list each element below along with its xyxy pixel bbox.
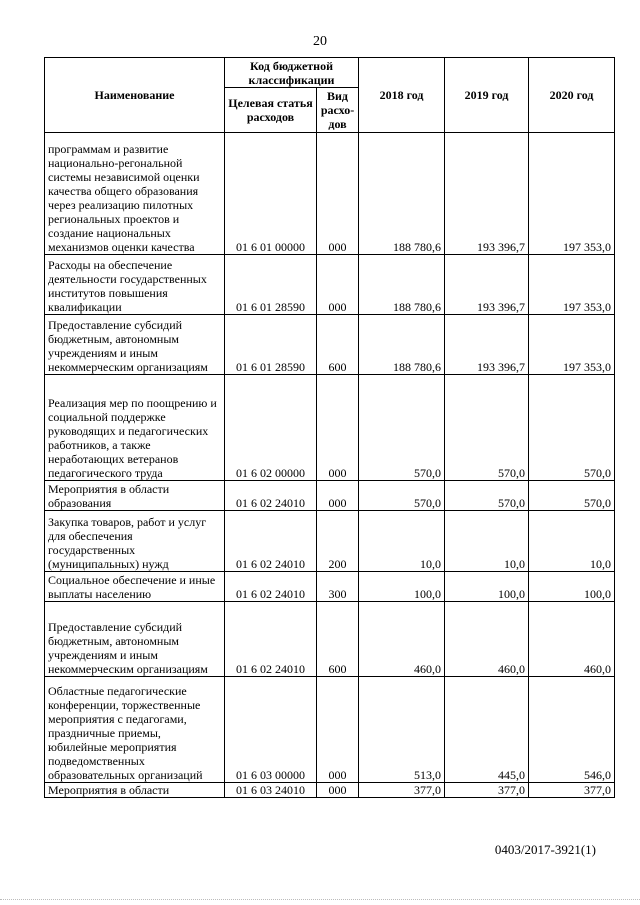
row-name: Реализация мер по поощрению и социальной поддержке руководящих и педагогических работников, а также неработающих ветеранов педагогического труда	[45, 375, 225, 481]
row-value-2018: 188 780,6	[359, 315, 445, 375]
row-target-code: 01 6 02 00000	[225, 375, 317, 481]
row-name: Расходы на обеспечение деятельности государственных институтов повышения квалификации	[45, 255, 225, 315]
table-row	[45, 481, 615, 511]
header-year-2018: 2018 год	[359, 58, 445, 133]
row-value-2019: 193 396,7	[445, 255, 529, 315]
row-value-2018: 188 780,6	[359, 133, 445, 255]
row-value-2019: 570,0	[445, 481, 529, 511]
header-name: Наименование	[45, 58, 225, 133]
row-name: Предоставление субсидий бюджетным, автономным учреждениям и иным некоммерческим организациям	[45, 602, 225, 677]
row-value-2020: 197 353,0	[529, 315, 615, 375]
row-value-2020: 460,0	[529, 602, 615, 677]
row-expense-type: 000	[317, 255, 359, 315]
row-value-2018: 377,0	[359, 783, 445, 798]
row-value-2018: 100,0	[359, 572, 445, 602]
row-target-code: 01 6 02 24010	[225, 572, 317, 602]
table-header	[45, 58, 615, 133]
row-value-2020: 570,0	[529, 481, 615, 511]
header-target-article: Целевая статья расходов	[225, 88, 317, 133]
table-row	[45, 572, 615, 602]
row-target-code: 01 6 02 24010	[225, 481, 317, 511]
row-name: Социальное обеспечение и иные выплаты населению	[45, 572, 225, 602]
row-expense-type: 200	[317, 511, 359, 572]
row-target-code: 01 6 01 28590	[225, 315, 317, 375]
table-row	[45, 315, 615, 375]
row-value-2018: 188 780,6	[359, 255, 445, 315]
row-target-code: 01 6 02 24010	[225, 602, 317, 677]
row-target-code: 01 6 03 00000	[225, 677, 317, 783]
row-value-2020: 570,0	[529, 375, 615, 481]
row-value-2019: 193 396,7	[445, 315, 529, 375]
row-expense-type: 000	[317, 783, 359, 798]
header-code-group: Код бюджетной классификации	[225, 58, 359, 88]
header-year-2019: 2019 год	[445, 58, 529, 133]
row-name: программам и развитие национально-регональной системы независимой оценки качества общего образования через реализацию пилотных региональных проектов и создание национальных механизмов оценки качества	[45, 133, 225, 255]
table-row	[45, 375, 615, 481]
header-year-2020: 2020 год	[529, 58, 615, 133]
row-value-2018: 570,0	[359, 375, 445, 481]
row-value-2019: 100,0	[445, 572, 529, 602]
row-value-2020: 377,0	[529, 783, 615, 798]
row-value-2020: 197 353,0	[529, 133, 615, 255]
row-value-2019: 570,0	[445, 375, 529, 481]
table-row	[45, 511, 615, 572]
table-row	[45, 783, 615, 798]
row-value-2019: 10,0	[445, 511, 529, 572]
row-name: Закупка товаров, работ и услуг для обеспечения государственных (муниципальных) нужд	[45, 511, 225, 572]
row-value-2019: 445,0	[445, 677, 529, 783]
row-value-2018: 570,0	[359, 481, 445, 511]
row-expense-type: 000	[317, 375, 359, 481]
row-name: Мероприятия в области	[45, 783, 225, 798]
table-body	[45, 133, 615, 798]
table-row	[45, 677, 615, 783]
document-id: 0403/2017-3921(1)	[494, 842, 596, 857]
row-value-2020: 197 353,0	[529, 255, 615, 315]
budget-table	[44, 57, 615, 798]
row-value-2018: 460,0	[359, 602, 445, 677]
row-target-code: 01 6 01 28590	[225, 255, 317, 315]
row-value-2020: 546,0	[529, 677, 615, 783]
row-value-2020: 10,0	[529, 511, 615, 572]
row-expense-type: 000	[317, 481, 359, 511]
row-name: Мероприятия в области образования	[45, 481, 225, 511]
row-value-2019: 460,0	[445, 602, 529, 677]
page-number: 20	[313, 34, 327, 49]
row-name: Областные педагогические конференции, торжественные мероприятия с педагогами, праздничные приемы, юбилейные мероприятия подведомственных образовательных организаций	[45, 677, 225, 783]
row-target-code: 01 6 03 24010	[225, 783, 317, 798]
row-value-2019: 193 396,7	[445, 133, 529, 255]
row-name: Предоставление субсидий бюджетным, автономным учреждениям и иным некоммерческим организациям	[45, 315, 225, 375]
table-row	[45, 602, 615, 677]
row-expense-type: 000	[317, 677, 359, 783]
row-expense-type: 600	[317, 602, 359, 677]
row-target-code: 01 6 02 24010	[225, 511, 317, 572]
table-row	[45, 255, 615, 315]
row-expense-type: 300	[317, 572, 359, 602]
row-expense-type: 000	[317, 133, 359, 255]
row-value-2020: 100,0	[529, 572, 615, 602]
row-target-code: 01 6 01 00000	[225, 133, 317, 255]
header-expense-type: Вид расхо-дов	[317, 88, 359, 133]
scan-artifact-line	[0, 899, 640, 901]
row-value-2018: 513,0	[359, 677, 445, 783]
row-value-2018: 10,0	[359, 511, 445, 572]
row-value-2019: 377,0	[445, 783, 529, 798]
row-expense-type: 600	[317, 315, 359, 375]
table-row	[45, 133, 615, 255]
